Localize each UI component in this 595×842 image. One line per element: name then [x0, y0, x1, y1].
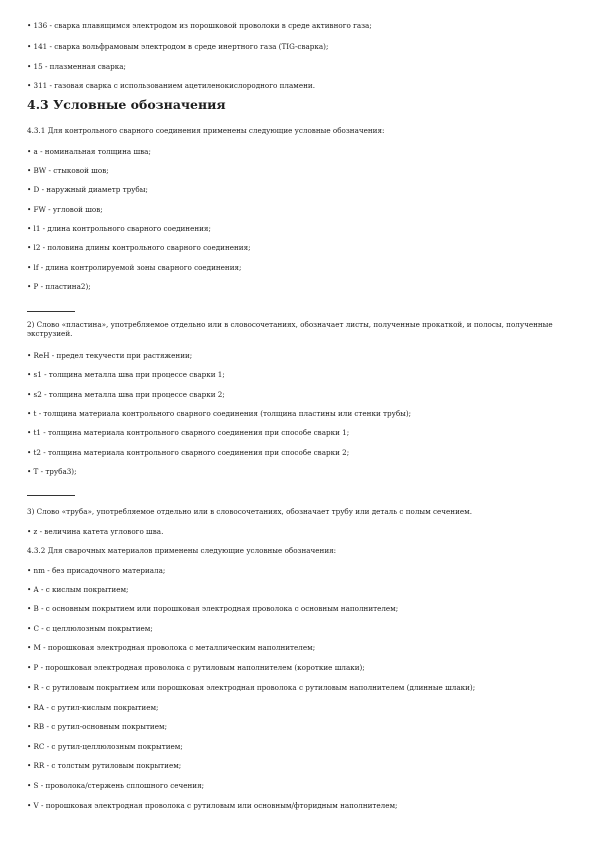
- list-item: • a - номинальная толщина шва;: [27, 147, 151, 156]
- list-item: • ReH - предел текучести при растяжении;: [27, 351, 193, 360]
- list-item: • RR - с толстым рутиловым покрытием;: [27, 761, 182, 770]
- list-item: • 136 - сварка плавящимся электродом из порошковой проволоки в среде активного газа;: [27, 21, 372, 30]
- footnote: 3) Слово «труба», употребляемое отдельно или в словосочетаниях, обозначает трубу или деталь с полым сечением.: [27, 507, 472, 516]
- list-item: • 15 - плазменная сварка;: [27, 62, 126, 71]
- footnote-separator: [27, 495, 75, 496]
- list-item: • l1 - длина контрольного сварного соединения;: [27, 224, 211, 233]
- list-item: • t2 - толщина материала контрольного сварного соединения при способе сварки 2;: [27, 448, 350, 457]
- list-item: • 311 - газовая сварка с использованием ацетиленокислородного пламени.: [27, 81, 315, 90]
- list-item: • z - величина катета углового шва.: [27, 527, 164, 536]
- list-item: • P - порошковая электродная проволока с рутиловым наполнителем (короткие шлаки);: [27, 663, 365, 672]
- list-item: • R - с рутиловым покрытием или порошковая электродная проволока с рутиловым наполнителем (длинные шлаки);: [27, 683, 476, 692]
- subsection-intro: 4.3.1 Для контрольного сварного соединения применены следующие условные обозначения:: [27, 126, 385, 135]
- list-item: • nm - без присадочного материала;: [27, 566, 166, 575]
- section-heading: 4.3 Условные обозначения: [27, 97, 226, 112]
- list-item: • RA - с рутил-кислым покрытием;: [27, 703, 159, 712]
- list-item: • D - наружный диаметр трубы;: [27, 185, 148, 194]
- list-item: • 141 - сварка вольфрамовым электродом в среде инертного газа (TIG-сварка);: [27, 42, 329, 51]
- list-item: • t - толщина материала контрольного сварного соединения (толщина пластины или стенки трубы);: [27, 409, 412, 418]
- list-item: • lf - длина контролируемой зоны сварного соединения;: [27, 263, 242, 272]
- footnote-separator: [27, 311, 75, 312]
- list-item: • M - порошковая электродная проволока с металлическим наполнителем;: [27, 643, 316, 652]
- list-item: • RC - с рутил-целлюлозным покрытием;: [27, 742, 183, 751]
- list-item: • P - пластина2);: [27, 282, 91, 291]
- list-item: • l2 - половина длины контрольного сварного соединения;: [27, 243, 251, 252]
- list-item: • s1 - толщина металла шва при процессе сварки 1;: [27, 370, 225, 379]
- list-item: • RB - с рутил-основным покрытием;: [27, 722, 167, 731]
- list-item: • T - труба3);: [27, 467, 77, 476]
- list-item: • t1 - толщина материала контрольного сварного соединения при способе сварки 1;: [27, 428, 350, 437]
- list-item: • B - с основным покрытием или порошковая электродная проволока с основным наполнителем;: [27, 604, 399, 613]
- list-item: • A - с кислым покрытием;: [27, 585, 129, 594]
- list-item: • s2 - толщина металла шва при процессе сварки 2;: [27, 390, 225, 399]
- list-item: • BW - стыковой шов;: [27, 166, 109, 175]
- list-item: • C - с целлюлозным покрытием;: [27, 624, 153, 633]
- list-item: • S - проволока/стержень сплошного сечения;: [27, 781, 205, 790]
- subsection-intro: 4.3.2 Для сварочных материалов применены следующие условные обозначения:: [27, 546, 337, 555]
- footnote: 2) Слово «пластина», употребляемое отдельно или в словосочетаниях, обозначает листы, полученные прокаткой, и полосы, полученные экструзией.: [27, 320, 553, 338]
- list-item: • FW - угловой шов;: [27, 205, 103, 214]
- list-item: • V - порошковая электродная проволока с рутиловым или основным/фторидным наполнителем;: [27, 801, 398, 810]
